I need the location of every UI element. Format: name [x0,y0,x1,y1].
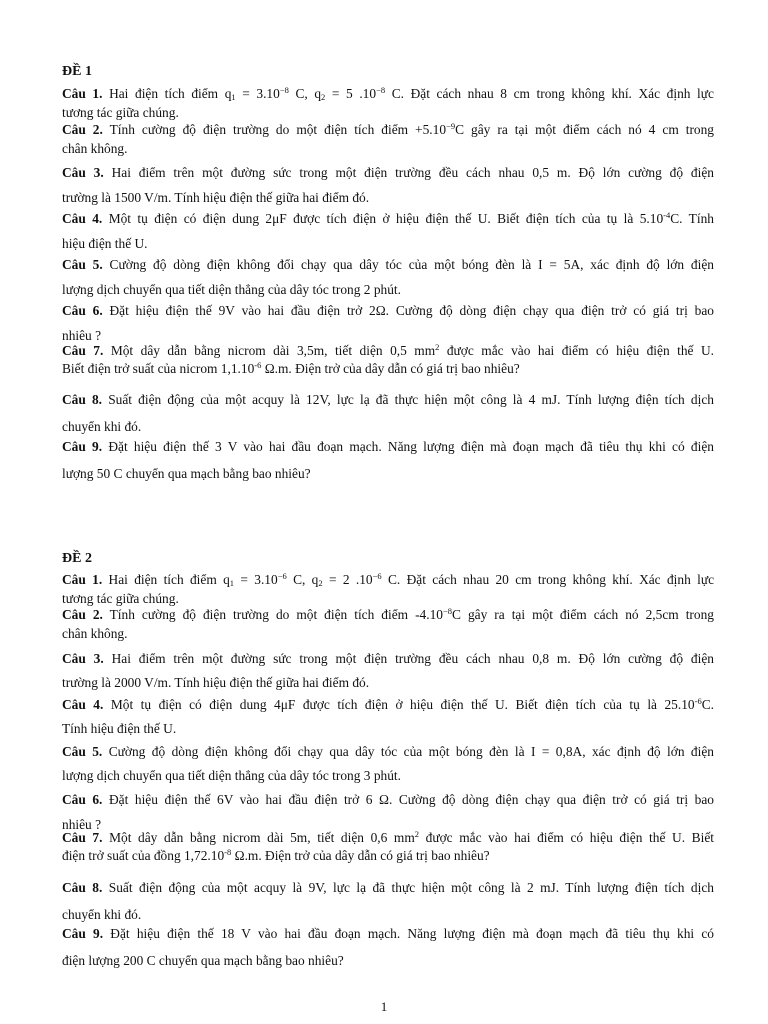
question-text: Tính hiệu điện thế U. [62,721,177,736]
question-text: Suất điện động của một acquy là 9V, lực lạ đã thực hiện một công là 2 mJ. Tính lượng điện tích dịch [108,880,714,895]
question-text: Hai điểm trên một đường sức trong một điện trường đều cách nhau 0,8 m. Độ lớn cường độ điện [111,651,714,666]
question-line [62,740,714,764]
question-text: Hai điểm trên một đường sức trong một điện trường đều cách nhau 0,5 m. Độ lớn cường độ điện [111,165,714,180]
question-1-7 [62,342,714,378]
question-line [62,139,714,158]
question-text: chuyển khi đó. [62,907,142,922]
question-line [62,570,714,589]
question-text: Tính cường độ điện trường do một điện tích điểm $+5.10^{-9}C$ gây ra tại một điểm cách nó 4 cm trong [109,121,714,137]
question-line [62,386,714,413]
question-label: Câu 8. [62,880,103,895]
question-2-5 [62,740,714,788]
question-line [62,764,714,788]
question-label: Câu 5. [62,257,103,272]
question-line [62,120,714,139]
question-text: trường là 2000 V/m. Tính hiệu điện thế giữa hai điểm đó. [62,675,370,690]
question-label: Câu 9. [62,926,104,941]
question-label: Câu 2. [62,122,103,137]
question-text: Đặt hiệu điện thế 9V vào hai đầu điện trở 2Ω. Cường độ dòng điện chạy qua điện trở có giá trị bao [109,303,714,318]
question-line [62,947,714,974]
question-1-2 [62,120,714,158]
question-line [62,874,714,901]
question-line [62,693,714,717]
question-text: chân không. [62,141,128,156]
question-text: trường là 1500 V/m. Tính hiệu điện thế giữa hai điểm đó. [62,190,370,205]
question-line [62,920,714,947]
question-text: lượng 50 C chuyển qua mạch bằng bao nhiêu? [62,466,311,481]
question-text: Cường độ dòng điện không đổi chạy qua dây tóc của một bóng đèn là I = 5A, xác định độ lớn điện [109,257,714,272]
question-text: Đặt hiệu điện thế 6V vào hai đầu điện trở 6 Ω. Cường độ dòng điện chạy qua điện trở có giá trị bao [108,792,714,807]
question-text: Đặt hiệu điện thế 18 V vào hai đầu đoạn mạch. Năng lượng điện mà đoạn mạch đã tiêu thụ khi có [110,926,714,941]
question-label: Câu 4. [62,697,104,712]
question-line [62,160,714,185]
question-1-4 [62,206,714,256]
question-text: lượng dịch chuyển qua tiết diện thẳng của dây tóc trong 3 phút. [62,768,401,783]
question-line [62,360,714,378]
question-label: Câu 3. [62,165,104,180]
question-text: Một dây dẫn bằng nicrom dài 5m, tiết diện 0,6 $mm^2$ được mắc vào hai điểm có hiệu điện thế U. Biết [109,829,714,845]
question-line [62,605,714,624]
question-1-9 [62,433,714,487]
question-text: điện trở suất của đồng $1,72.10^{-8}$ Ω.m. Điện trở của dây dẫn có giá trị bao nhiêu? [62,847,490,863]
question-text: lượng dịch chuyển qua tiết diện thẳng của dây tóc trong 2 phút. [62,282,401,297]
question-text: chuyển khi đó. [62,419,142,434]
question-text: Biết điện trở suất của nicrom $1,1.10^{-6}$ Ω.m. Điện trở của dây dẫn có giá trị bao nhiêu? [62,360,520,376]
question-text: Cường độ dòng điện không đổi chạy qua dây tóc của một bóng đèn là I = 0,8A, xác định độ lớn điện [108,744,714,759]
question-label: Câu 4. [62,211,103,226]
question-label: Câu 6. [62,303,103,318]
question-text: nhiêu ? [62,817,102,832]
question-label: Câu 1. [62,86,103,101]
question-text: Suất điện động của một acquy là 12V, lực lạ đã thực hiện một công là 4 mJ. Tính lượng điện tích dịch [108,392,714,407]
question-line [62,460,714,487]
question-text: Một tụ điện có điện dung 4μF được tích điện ở hiệu điện thế U. Biết điện tích của tụ là $25.10^{-6}C$. [110,696,714,712]
question-text: Một dây dẫn bằng nicrom dài 3,5m, tiết diện 0,5 $mm^2$ được mắc vào hai điểm có hiệu điện thế U. [110,342,714,358]
question-label: Câu 8. [62,392,103,407]
question-text: Một tụ điện có điện dung 2μF được tích điện ở hiệu điện thế U. Biết điện tích của tụ là $5.10^{-4}C$. Tính [108,210,714,226]
page-number: 1 [380,999,388,1014]
question-line [62,252,714,277]
question-line [62,647,714,671]
question-line [62,84,714,103]
question-1-3 [62,160,714,210]
question-text: tương tác giữa chúng. [62,591,179,606]
question-2-7 [62,829,714,865]
question-line [62,433,714,460]
question-line [62,342,714,360]
question-2-2 [62,605,714,643]
question-1-1 [62,84,714,122]
question-2-4 [62,693,714,741]
question-text: Tính cường độ điện trường do một điện tích điểm $-4.10^{-8}C$ gây ra tại một điểm cách nó 2,5cm trong [109,606,714,622]
question-line [62,829,714,847]
question-2-9 [62,920,714,974]
question-2-1 [62,570,714,608]
question-text: nhiêu ? [62,328,102,343]
question-text: hiệu điện thế U. [62,236,148,251]
question-text: chân không. [62,626,128,641]
question-label: Câu 6. [62,792,103,807]
question-line [62,787,714,812]
question-label: Câu 1. [62,572,103,587]
question-text: Hai điện tích điểm $q_1 = 3.10^{-8}$ C, $q_2 = 5$ $.10^{-8}$ C. Đặt cách nhau 8 cm trong không khí. Xác định lực [109,85,714,102]
question-label: Câu 5. [62,744,103,759]
question-label: Câu 2. [62,607,103,622]
question-label: Câu 9. [62,439,103,454]
question-text: Hai điện tích điểm $q_1 = 3.10^{-6}$ C, $q_2 = 2$ $.10^{-6}$ C. Đặt cách nhau 20 cm trong không khí. Xác định lực [108,571,714,588]
question-line [62,717,714,741]
question-text: điện lượng 200 C chuyển qua mạch bằng bao nhiêu? [62,953,344,968]
question-text: tương tác giữa chúng. [62,105,179,120]
question-line [62,206,714,231]
question-1-5 [62,252,714,302]
question-1-8 [62,386,714,440]
section-1-title: ĐỀ 1 [62,64,92,79]
question-line [62,624,714,643]
question-label: Câu 7. [62,830,103,845]
question-line [62,847,714,865]
question-1-6 [62,298,714,348]
question-line [62,671,714,695]
question-label: Câu 3. [62,651,104,666]
question-text: Đặt hiệu điện thế 3 V vào hai đầu đoạn mạch. Năng lượng điện mà đoạn mạch đã tiêu thụ khi có điện [108,439,714,454]
question-line [62,298,714,323]
section-2-title: ĐỀ 2 [62,551,92,566]
question-2-3 [62,647,714,695]
question-label: Câu 7. [62,343,104,358]
